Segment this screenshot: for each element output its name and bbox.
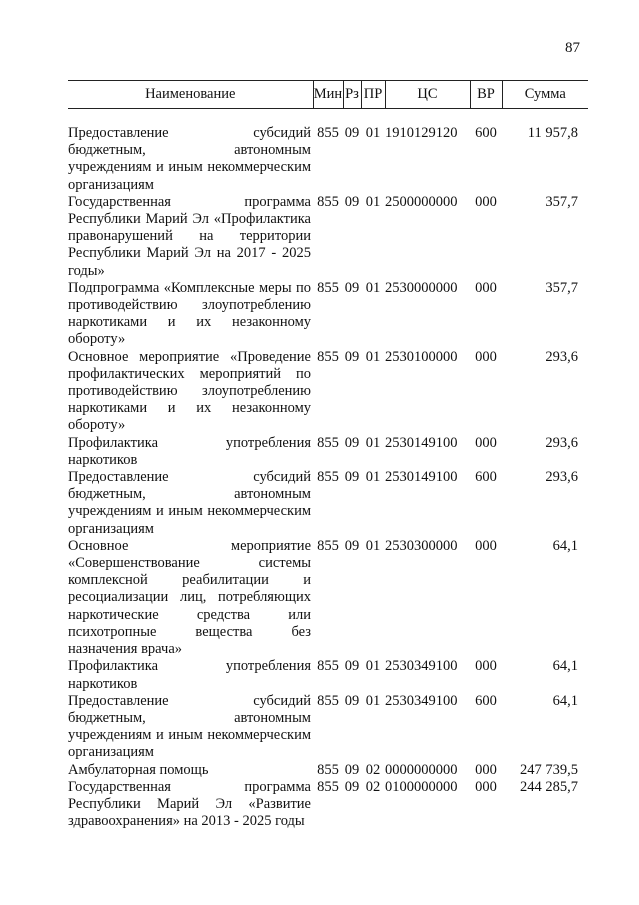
page-number: 87	[565, 40, 580, 56]
row-min: 855	[317, 434, 339, 451]
row-rz: 09	[344, 469, 360, 486]
row-rz: 09	[344, 434, 360, 451]
row-name: Амбулаторная помощь	[68, 761, 209, 778]
table-row	[68, 779, 588, 831]
row-min: 855	[317, 692, 339, 709]
row-pr: 01	[365, 469, 381, 486]
row-pr: 01	[365, 193, 381, 210]
row-vr: 000	[475, 537, 497, 554]
row-name: Подпрограмма «Комплексные меры по противодействию злоупотреблению наркотиками и их незаконному обороту»	[68, 279, 311, 348]
row-cs: 2530149100	[385, 434, 458, 451]
header-min: Мин	[313, 81, 343, 109]
row-vr: 000	[475, 761, 497, 778]
row-rz: 09	[344, 279, 360, 296]
row-name: Предоставление субсидий бюджетным, автономным учреждениям и иным некоммерческим организациям	[68, 469, 311, 537]
row-sum: 357,7	[545, 279, 578, 296]
header-vr: ВР	[470, 81, 502, 109]
row-cs: 2530349100	[385, 658, 458, 675]
row-pr: 01	[365, 279, 381, 296]
row-vr: 600	[475, 125, 497, 141]
row-cs: 1910129120	[385, 125, 458, 141]
row-rz: 09	[344, 125, 360, 141]
row-rz: 09	[344, 537, 360, 554]
table-row	[68, 538, 588, 658]
row-cs: 2530300000	[385, 537, 458, 554]
row-name: Профилактика употребления наркотиков	[68, 434, 311, 468]
table-row	[68, 194, 588, 280]
row-sum: 293,6	[545, 348, 578, 365]
row-pr: 01	[365, 692, 381, 709]
row-name: Государственная программа Республики Марий Эл «Развитие здравоохранения» на 2013 - 2025 годы	[68, 778, 311, 830]
row-vr: 000	[475, 778, 497, 795]
row-min: 855	[317, 658, 339, 675]
table-header	[68, 81, 588, 109]
table-row	[68, 125, 588, 194]
row-vr: 600	[475, 469, 497, 486]
row-sum: 64,1	[552, 537, 578, 554]
row-min: 855	[317, 348, 339, 365]
row-vr: 000	[475, 348, 497, 365]
table-body	[68, 109, 588, 831]
row-pr: 02	[365, 761, 381, 778]
budget-table	[68, 80, 588, 830]
row-min: 855	[317, 125, 339, 141]
table-row	[68, 349, 588, 435]
row-pr: 01	[365, 537, 381, 554]
table-row	[68, 658, 588, 692]
row-rz: 09	[344, 778, 360, 795]
row-cs: 2530100000	[385, 348, 458, 365]
row-pr: 02	[365, 778, 381, 795]
row-min: 855	[317, 469, 339, 486]
row-cs: 2530349100	[385, 692, 458, 709]
row-sum: 11 957,8	[527, 125, 578, 141]
row-name: Государственная программа Республики Марий Эл «Профилактика правонарушений на территории Республики Марий Эл на 2017 - 2025 годы»	[68, 193, 311, 279]
row-min: 855	[317, 778, 339, 795]
row-pr: 01	[365, 125, 381, 141]
row-vr: 000	[475, 193, 497, 210]
row-sum: 244 285,7	[520, 778, 578, 795]
header-sum: Сумма	[502, 81, 588, 109]
header-pr: ПР	[361, 81, 385, 109]
row-sum: 247 739,5	[520, 761, 578, 778]
row-sum: 357,7	[545, 193, 578, 210]
table-row	[68, 280, 588, 349]
row-cs: 0100000000	[385, 778, 458, 795]
row-min: 855	[317, 193, 339, 210]
row-vr: 000	[475, 434, 497, 451]
row-name: Предоставление субсидий бюджетным, автономным учреждениям и иным некоммерческим организациям	[68, 125, 311, 193]
row-name: Профилактика употребления наркотиков	[68, 658, 311, 692]
row-sum: 64,1	[552, 692, 578, 709]
row-min: 855	[317, 537, 339, 554]
row-sum: 64,1	[552, 658, 578, 675]
header-cs: ЦС	[385, 81, 470, 109]
row-rz: 09	[344, 761, 360, 778]
row-cs: 0000000000	[385, 761, 458, 778]
row-cs: 2530149100	[385, 469, 458, 486]
row-cs: 2530000000	[385, 279, 458, 296]
header-name: Наименование	[68, 81, 313, 109]
row-rz: 09	[344, 193, 360, 210]
row-vr: 600	[475, 692, 497, 709]
row-cs: 2500000000	[385, 193, 458, 210]
row-rz: 09	[344, 692, 360, 709]
row-name: Основное мероприятие «Совершенствование системы комплексной реабилитации и ресоциализации лиц, потребляющих наркотические средства или психотропные вещества без назначения врача»	[68, 537, 311, 658]
row-pr: 01	[365, 348, 381, 365]
row-min: 855	[317, 761, 339, 778]
row-name: Основное мероприятие «Проведение профилактических мероприятий по противодействию злоупотреблению наркотиками и их незаконному обороту»	[68, 348, 311, 434]
row-rz: 09	[344, 658, 360, 675]
row-vr: 000	[475, 658, 497, 675]
row-sum: 293,6	[545, 434, 578, 451]
header-rz: Рз	[343, 81, 361, 109]
row-pr: 01	[365, 434, 381, 451]
row-vr: 000	[475, 279, 497, 296]
row-sum: 293,6	[545, 469, 578, 486]
table-row	[68, 435, 588, 469]
table-row	[68, 469, 588, 538]
row-pr: 01	[365, 658, 381, 675]
table-row	[68, 693, 588, 762]
row-rz: 09	[344, 348, 360, 365]
row-name: Предоставление субсидий бюджетным, автономным учреждениям и иным некоммерческим организациям	[68, 692, 311, 761]
table-row	[68, 762, 588, 779]
row-min: 855	[317, 279, 339, 296]
